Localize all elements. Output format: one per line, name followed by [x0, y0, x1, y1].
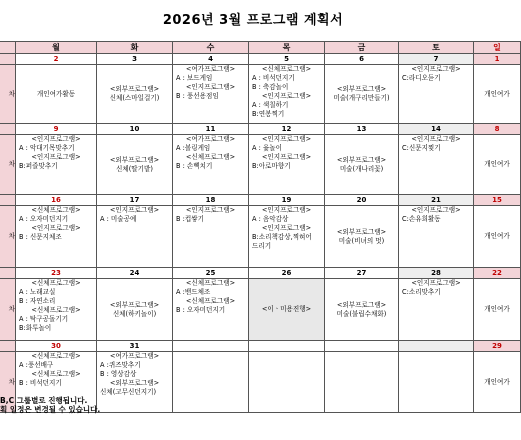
day-number: 28	[399, 268, 474, 279]
day-cell-wed	[173, 65, 249, 124]
day-number: 18	[173, 195, 249, 206]
program-line: A : 오자미던지기	[19, 215, 69, 223]
program-line: B:아로마향기	[252, 162, 291, 170]
day-cell-thu	[249, 352, 325, 413]
weekday-header	[0, 42, 16, 54]
day-cell-wed	[173, 279, 249, 341]
week-label-top	[0, 268, 16, 279]
day-number: 25	[173, 268, 249, 279]
day-number: 17	[97, 195, 173, 206]
program-line: C:손유희활동	[402, 215, 441, 223]
program-line: <인지프로그램>	[31, 135, 81, 143]
program-line: 개인여가활동	[36, 89, 76, 98]
program-line: <신체프로그램>	[185, 297, 236, 305]
day-number	[399, 341, 474, 352]
weekday-header: 일	[474, 42, 521, 54]
program-line: <신체프로그램>	[31, 279, 81, 287]
day-number	[249, 341, 325, 352]
program-line: A : 탁구공돌기기	[19, 315, 69, 323]
program-line: 신체(스마일걸기)	[109, 94, 160, 102]
program-line: <외부프로그램>	[109, 300, 160, 309]
program-line: B : 오자미던지기	[176, 306, 226, 314]
calendar-table	[0, 41, 521, 413]
program-line: <신체프로그램>	[185, 153, 236, 161]
date-row	[0, 268, 521, 279]
weekday-header: 월	[16, 42, 97, 54]
program-line: B : 풍선용점임	[176, 92, 219, 100]
program-line	[97, 224, 172, 233]
program-line: <인지프로그램>	[261, 153, 312, 161]
day-cell-fri	[325, 65, 399, 124]
day-number: 13	[325, 124, 399, 135]
day-number: 27	[325, 268, 399, 279]
program-line	[399, 306, 473, 315]
day-cell-thu	[249, 206, 325, 268]
week-label: 차	[0, 279, 16, 341]
program-line: B : 자연소리	[19, 297, 56, 305]
program-line: A : 노래교실	[19, 288, 56, 296]
program-line: 신체(딸기밭)	[116, 164, 153, 173]
weekday-header: 수	[173, 42, 249, 54]
program-line: <신체프로그램>	[261, 65, 312, 73]
program-line: C:라디오듣기	[402, 74, 441, 82]
program-line: <인지프로그램>	[411, 65, 461, 73]
week-content-row	[0, 279, 521, 341]
day-cell-fri	[325, 352, 399, 413]
week-label-top	[0, 54, 16, 65]
program-line: 미술(비녀의 멋)	[338, 236, 385, 245]
day-number: 7	[399, 54, 474, 65]
day-number: 21	[399, 195, 474, 206]
program-line	[399, 83, 473, 92]
day-number: 2	[16, 54, 97, 65]
program-line: B : 손뼉치기	[176, 162, 213, 170]
program-line	[399, 92, 473, 101]
program-line: <인지프로그램>	[411, 279, 461, 287]
program-line	[399, 153, 473, 162]
program-line: <신체프로그램>	[31, 370, 81, 378]
day-number: 16	[16, 195, 97, 206]
date-row	[0, 195, 521, 206]
program-line: B:연봉찍기	[252, 110, 285, 118]
program-line: A : 미술공예	[100, 215, 137, 223]
day-number: 9	[16, 124, 97, 135]
program-line: A :밴드체조	[176, 288, 211, 296]
program-line	[399, 297, 473, 306]
week-content-row	[0, 135, 521, 195]
day-number: 12	[249, 124, 325, 135]
day-cell-tue	[97, 352, 173, 413]
program-line: <신체프로그램>	[185, 279, 236, 287]
program-line: 미술(개나리꽃)	[339, 164, 384, 173]
program-line: B:화투놀이	[19, 324, 52, 332]
day-cell-mon	[16, 65, 97, 124]
week-content-row	[0, 206, 521, 268]
program-line: <외부프로그램>	[336, 300, 387, 309]
program-line: B : 축감놀이	[252, 83, 289, 91]
program-line: A : 윷놀이	[252, 144, 283, 152]
note-line: B,C 그룹별로 진행됩니다.	[0, 396, 88, 405]
program-line: <인지프로그램>	[411, 135, 461, 143]
day-cell-wed	[173, 352, 249, 413]
program-line: <인지프로그램>	[31, 224, 81, 232]
program-line: A : 보드게임	[176, 74, 213, 82]
weekday-header: 목	[249, 42, 325, 54]
week-content-row	[0, 65, 521, 124]
day-cell-tue	[97, 206, 173, 268]
program-line: A : 악대기목맞추기	[19, 144, 75, 152]
program-line: A : 비석던지기	[252, 74, 295, 82]
program-line: <인지프로그램>	[261, 224, 312, 232]
day-cell-sun	[474, 65, 521, 124]
program-line: <신체프로그램>	[31, 306, 81, 314]
day-cell-mon	[16, 135, 97, 195]
day-number: 10	[97, 124, 173, 135]
program-line: A :풍선배구	[19, 361, 54, 369]
page-title: 2026년 3월 프로그램 계획서	[162, 13, 344, 28]
day-cell-tue	[97, 135, 173, 195]
program-line	[399, 162, 473, 171]
day-number: 24	[97, 268, 173, 279]
weekday-header-row	[0, 42, 521, 54]
program-line: 개인여가	[484, 160, 510, 168]
program-line: 개인여가	[484, 89, 510, 98]
day-cell-thu	[249, 65, 325, 124]
program-line	[399, 224, 473, 233]
day-cell-fri	[325, 206, 399, 268]
day-number: 26	[249, 268, 325, 279]
date-row	[0, 341, 521, 352]
day-cell-tue	[97, 65, 173, 124]
program-line: <인지프로그램>	[261, 135, 312, 143]
day-number: 22	[474, 268, 521, 279]
program-line: C:신문지찢기	[402, 144, 441, 152]
day-number: 29	[474, 341, 521, 352]
note-line: 획 일정은 변경될 수 있습니다.	[0, 405, 101, 414]
day-cell-fri	[325, 135, 399, 195]
program-line: B:퍼즐맞추기	[19, 162, 58, 170]
day-cell-sat	[399, 279, 474, 341]
program-line: 개인여가	[484, 305, 510, 313]
date-row	[0, 124, 521, 135]
week-label: 차	[0, 65, 16, 124]
program-line: <인지프로그램>	[261, 206, 312, 214]
day-number: 5	[249, 54, 325, 65]
program-line	[399, 233, 473, 242]
day-cell-wed	[173, 135, 249, 195]
program-line: 신체(고무신던지기)	[100, 388, 157, 396]
day-number: 31	[97, 341, 173, 352]
date-row	[0, 54, 521, 65]
week-label: 차	[0, 206, 16, 268]
program-line	[173, 233, 248, 242]
program-line: 신체(하키놀이)	[112, 309, 157, 318]
day-number: 15	[474, 195, 521, 206]
day-cell-wed	[173, 206, 249, 268]
day-number: 6	[325, 54, 399, 65]
program-line: <인지프로그램>	[185, 206, 236, 214]
program-line: B : 비석던지기	[19, 379, 62, 387]
week-label-top	[0, 341, 16, 352]
program-line: <외부프로그램>	[336, 155, 387, 164]
day-number	[173, 341, 249, 352]
day-number: 4	[173, 54, 249, 65]
day-number: 11	[173, 124, 249, 135]
program-line: 미술(불립수채화)	[336, 309, 387, 318]
program-line: B:소리책감상,찍혀어	[252, 233, 312, 241]
day-number: 14	[399, 124, 474, 135]
weekday-header: 화	[97, 42, 173, 54]
program-line: B :컵쌓기	[176, 215, 204, 223]
day-cell-sun	[474, 206, 521, 268]
program-line: 드리기	[252, 242, 272, 250]
notes	[0, 396, 100, 414]
day-number: 30	[16, 341, 97, 352]
day-number: 19	[249, 195, 325, 206]
day-cell-sun	[474, 279, 521, 341]
program-line: <여가프로그램>	[109, 352, 160, 360]
program-line: <인지프로그램>	[109, 206, 160, 214]
program-line: <여가프로그램>	[185, 65, 236, 73]
program-line: <신체프로그램>	[31, 206, 81, 214]
day-number: 23	[16, 268, 97, 279]
day-cell-sat	[399, 135, 474, 195]
day-cell-tue	[97, 279, 173, 341]
day-cell-sun	[474, 352, 521, 413]
day-number: 20	[325, 195, 399, 206]
program-line: <신체프로그램>	[31, 352, 81, 360]
program-line: B : 신문지체조	[19, 233, 62, 241]
day-cell-sat	[399, 206, 474, 268]
day-cell-sat	[399, 352, 474, 413]
day-number: 8	[474, 124, 521, 135]
program-line: B : 영상감상	[100, 370, 137, 378]
program-line: <외부프로그램>	[109, 379, 160, 387]
program-line	[97, 233, 172, 242]
program-line: A :퀴즈맞추기	[100, 361, 141, 369]
program-line: <인지프로그램>	[261, 92, 312, 100]
day-number: 1	[474, 54, 521, 65]
program-line: 미술(개구리만들기)	[333, 94, 390, 102]
day-cell-mon	[16, 206, 97, 268]
week-label-top	[0, 195, 16, 206]
program-line: <인지프로그램>	[31, 153, 81, 161]
day-cell-thu	[249, 279, 325, 341]
program-line: 개인여가	[484, 377, 510, 386]
weekday-header: 금	[325, 42, 399, 54]
day-number: 3	[97, 54, 173, 65]
program-line: <외부프로그램>	[109, 85, 160, 93]
week-label-top	[0, 124, 16, 135]
program-line: A : 색칠하기	[252, 101, 289, 109]
day-cell-sat	[399, 65, 474, 124]
program-line: <외부프로그램>	[336, 85, 387, 93]
program-line: A : 음악감상	[252, 215, 289, 223]
program-line: <여가프로그램>	[185, 135, 236, 143]
day-cell-sun	[474, 135, 521, 195]
day-number	[325, 341, 399, 352]
week-label: 차	[0, 352, 16, 413]
program-line: <외부프로그램>	[109, 155, 160, 164]
program-line	[173, 224, 248, 233]
program-line: A :볼링게임	[176, 144, 211, 152]
program-line: <인지프로그램>	[411, 206, 461, 214]
program-line: <인지프로그램>	[185, 83, 236, 91]
day-cell-thu	[249, 135, 325, 195]
week-label: 차	[0, 135, 16, 195]
program-line: <이ㆍ미용진행>	[261, 305, 312, 313]
program-line: C:소리맞추기	[402, 288, 441, 296]
weekday-header: 토	[399, 42, 474, 54]
program-line: 개인여가	[484, 232, 510, 240]
program-line: <외부프로그램>	[336, 227, 387, 236]
day-cell-mon	[16, 279, 97, 341]
day-cell-fri	[325, 279, 399, 341]
